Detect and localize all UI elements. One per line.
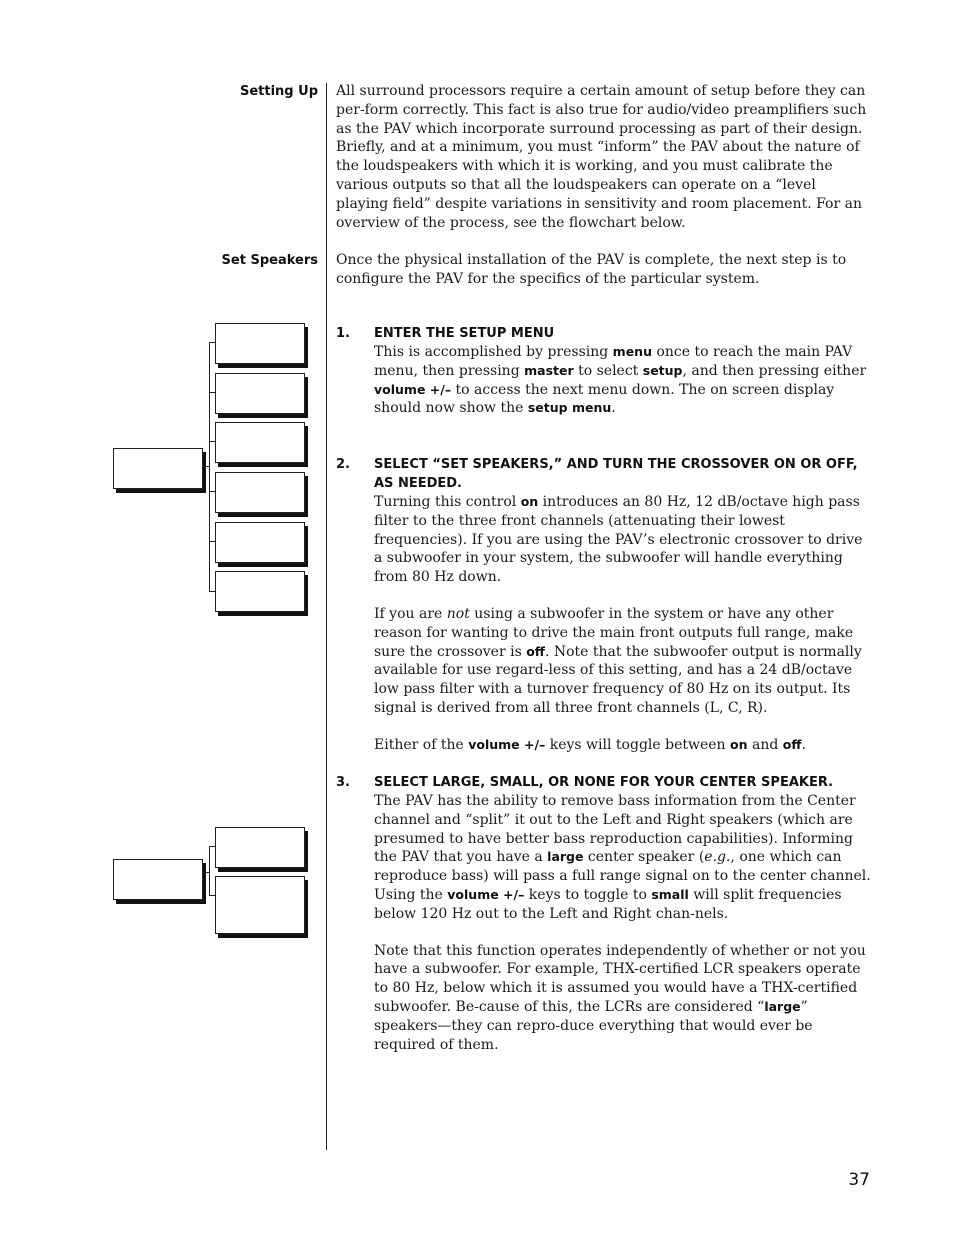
key-volume: volume +/– (374, 381, 452, 397)
step-title: ENTER THE SETUP MENU (374, 326, 555, 341)
key-small: small (651, 886, 689, 902)
key-volume: volume +/– (447, 886, 525, 902)
section-label-set-speakers: Set Speakers (221, 253, 318, 268)
step-1 (336, 324, 871, 436)
menu-box-child (215, 571, 305, 612)
step-2-paragraph-3: Either of the volume +/– keys will toggle between on and off. (374, 736, 806, 753)
key-large: large (764, 998, 801, 1014)
section-label-setting-up: Setting Up (239, 84, 318, 99)
key-off: off (782, 736, 802, 752)
connector-line (209, 846, 210, 895)
step-1-paragraph: This is accomplished by pressing menu once to reach the main PAV menu, then pressing master to select setup, and then pressing either volume +/– to access the next menu down. The on screen display should now show the setup menu. (374, 344, 867, 417)
connector-line (209, 342, 210, 592)
key-master: master (524, 362, 574, 378)
setting-up-paragraph (336, 82, 871, 232)
step-1-body (374, 343, 871, 418)
menu-box-child (215, 472, 305, 513)
menu-box-child (215, 827, 305, 868)
key-setup-menu: setup menu (527, 400, 612, 416)
step-title: SELECT “SET SPEAKERS,” AND TURN THE CROSSOVER ON OR OFF, AS NEEDED. (374, 457, 858, 491)
page-number: 37 (848, 1170, 870, 1190)
step-number: 1. (336, 326, 350, 341)
key-on: on (520, 494, 539, 509)
step-3 (336, 773, 871, 1072)
key-off: off (526, 643, 545, 659)
step-number: 2. (336, 457, 350, 472)
menu-box-child (215, 373, 305, 414)
step-2-paragraph-2: If you are not using a subwoofer in the system or have any other reason for wanting to drive the main front outputs full range, make sure the crossover is off. Note that the subwoofer output is normally available for use regard-less of this setting, and has a 24 dB/octave low pass filter with a turnover frequency of 80 Hz on its output. Its signal is derived from all three front channels (L, C, R). (374, 605, 862, 716)
step-3-paragraph-1: The PAV has the ability to remove bass information from the Center channel and “split” it out to the Left and Right speakers (which are presumed to have better bass reproduction capabilities). Informing the PAV that you have a large center speaker (e.g., one which can reproduce bass) will pass a full range signal on to the center channel. Using the volume +/– keys to toggle to small will split frequencies below 120 Hz out to the Left and Right chan-nels. (374, 793, 871, 922)
step-3-body (374, 792, 871, 1054)
key-menu: menu (612, 344, 652, 359)
step-2-body (374, 493, 871, 755)
menu-box-child (215, 422, 305, 463)
menu-box-child (215, 876, 305, 934)
set-speakers-paragraph (336, 251, 871, 289)
step-number: 3. (336, 775, 350, 790)
set-speakers-text: Once the physical installation of the PAV is complete, the next step is to configure the PAV for the specifics of the particular system. (336, 252, 847, 287)
key-on: on (730, 736, 748, 752)
menu-box-parent (113, 448, 203, 489)
menu-box-child (215, 522, 305, 563)
step-2-paragraph-1: Turning this control on introduces an 80 Hz, 12 dB/octave high pass filter to the three front channels (attenuating their lowest frequencies). If you are using the PAV’s electronic crossover to drive a subwoofer in your system, the subwoofer will handle everything from 80 Hz down. (374, 494, 863, 586)
step-title: SELECT LARGE, SMALL, OR NONE FOR YOUR CENTER SPEAKER. (374, 775, 834, 790)
key-volume: volume +/– (468, 736, 546, 752)
column-divider (326, 83, 327, 1150)
step-2 (336, 455, 871, 773)
step-3-paragraph-2: Note that this function operates independently of whether or not you have a subwoofer. For example, THX-certified LCR speakers operate to 80 Hz, below which it is assumed you would have a THX-certified subwoofer. Be-cause of this, the LCRs are considered “large” speakers—they can repro-duce everything that would ever be required of them. (374, 942, 866, 1053)
step-3-heading (336, 773, 871, 792)
key-large: large (547, 849, 584, 865)
step-1-heading (336, 324, 871, 343)
menu-box-child (215, 323, 305, 364)
key-setup: setup (642, 362, 683, 378)
setting-up-text: All surround processors require a certain amount of setup before they can per-form correctly. This fact is also true for audio/video preamplifiers such as the PAV which incorporate surround processing as part of their design. Briefly, and at a minimum, you must “inform” the PAV about the nature of the loudspeakers with which it is working, and you must calibrate the various outputs so that all the loudspeakers can operate on a “level playing field” despite variations in sensitivity and room placement. For an overview of the process, see the flowchart below. (336, 83, 867, 231)
step-2-heading (336, 455, 871, 493)
menu-box-parent (113, 859, 203, 900)
